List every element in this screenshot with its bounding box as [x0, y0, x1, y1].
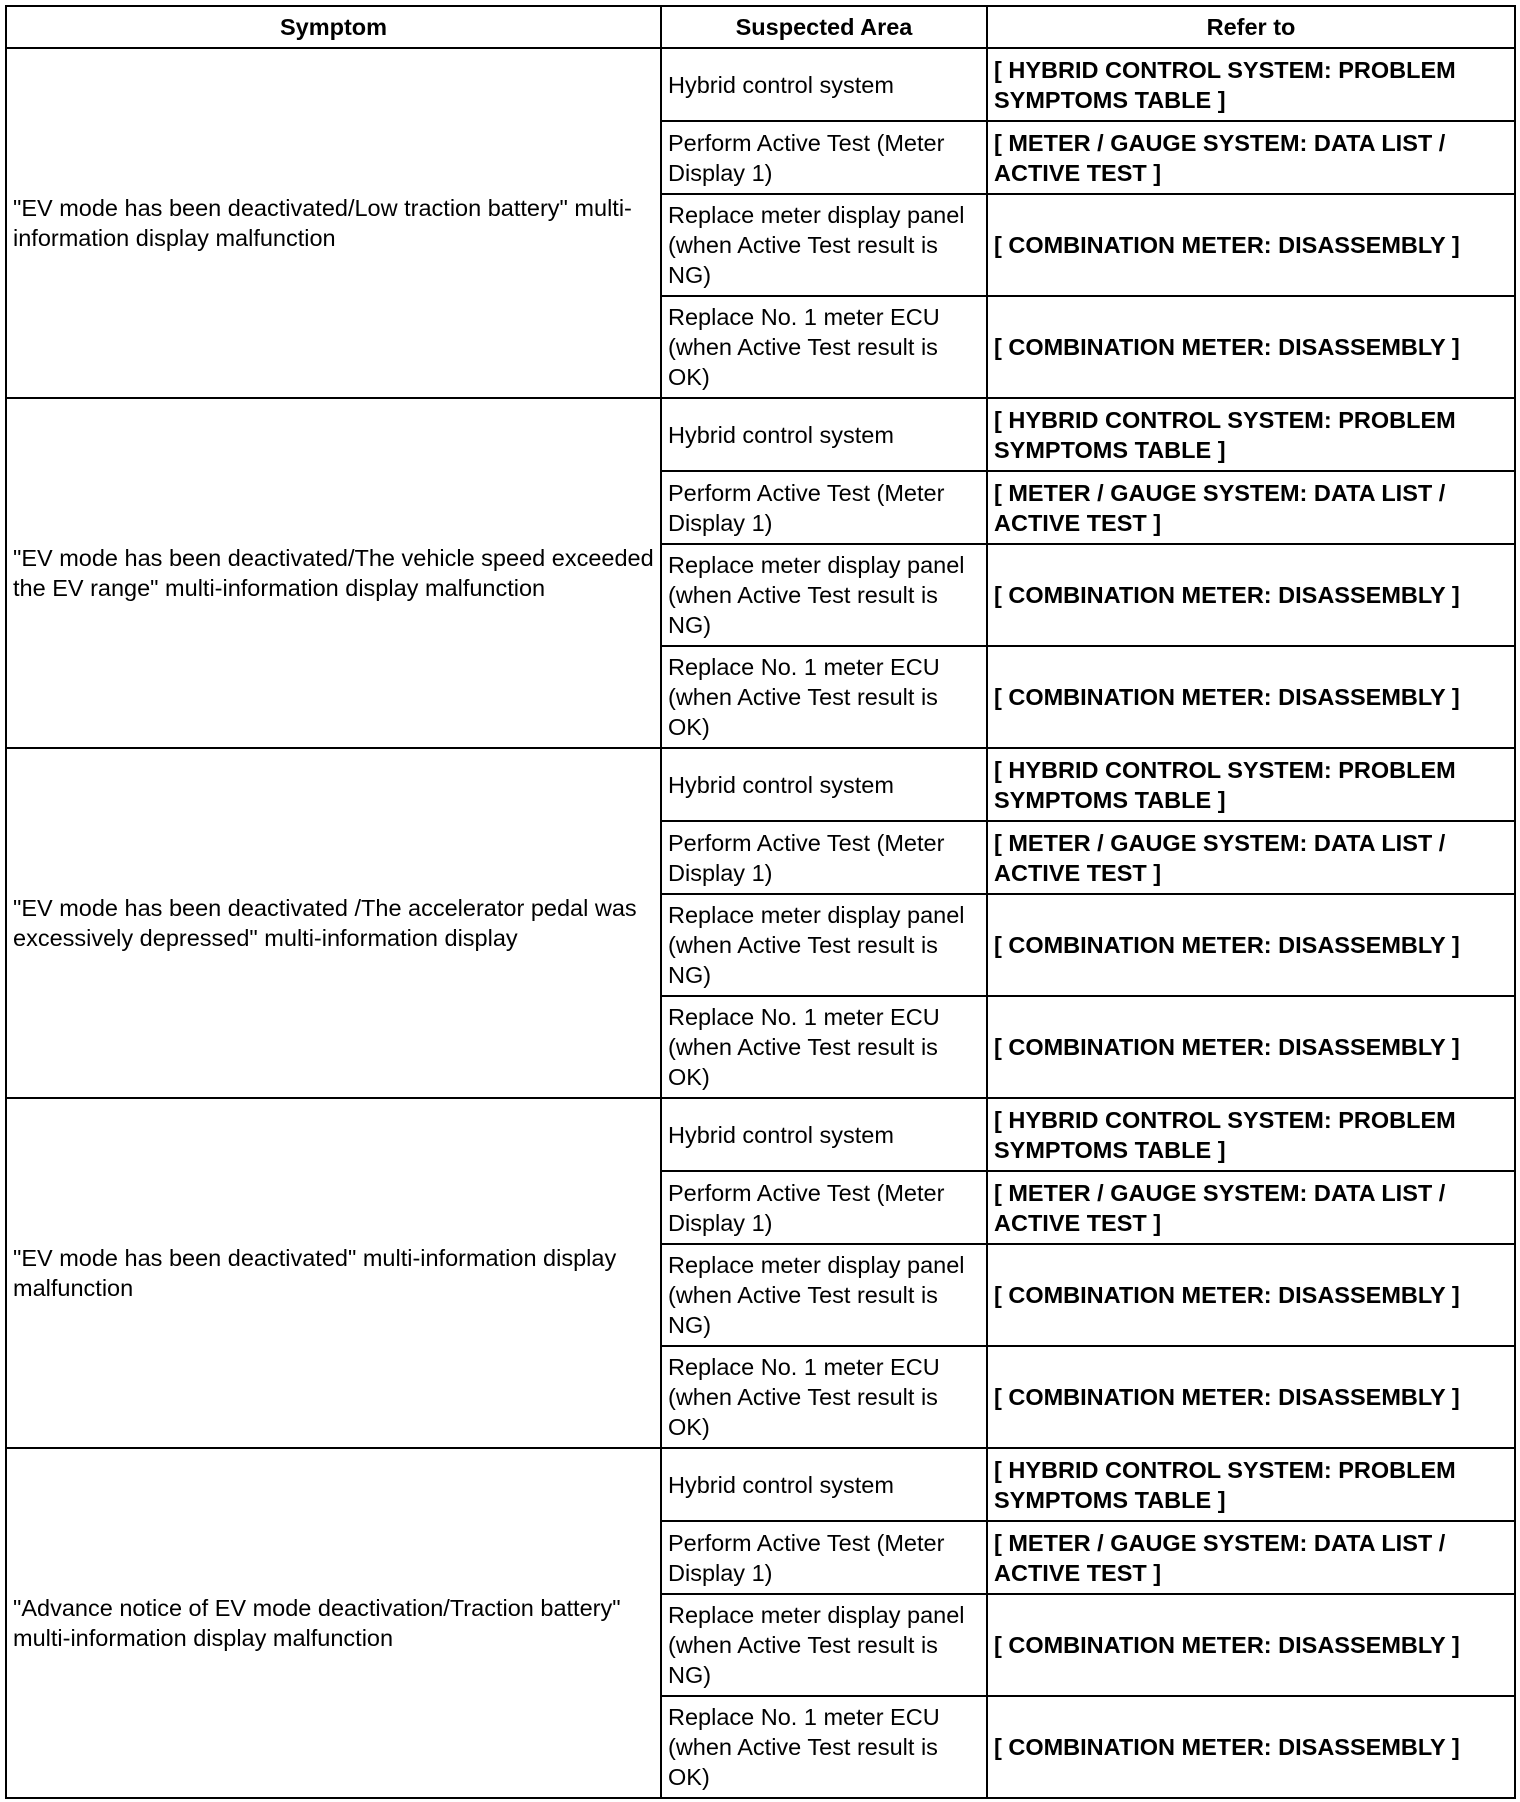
refer-to-cell: [ METER / GAUGE SYSTEM: DATA LIST / ACTIVE TEST ] [987, 821, 1515, 894]
suspected-area-cell: Replace No. 1 meter ECU (when Active Test result is OK) [661, 296, 987, 398]
refer-to-cell: [ COMBINATION METER: DISASSEMBLY ] [987, 894, 1515, 996]
suspected-area-cell: Hybrid control system [661, 1098, 987, 1171]
suspected-area-cell: Perform Active Test (Meter Display 1) [661, 471, 987, 544]
table-row [6, 1098, 1515, 1171]
refer-to-cell: [ COMBINATION METER: DISASSEMBLY ] [987, 1346, 1515, 1448]
refer-to-cell: [ COMBINATION METER: DISASSEMBLY ] [987, 194, 1515, 296]
table-row [6, 748, 1515, 821]
symptom-cell: "EV mode has been deactivated/The vehicle speed exceeded the EV range" multi-information display malfunction [6, 398, 661, 748]
refer-to-cell: [ COMBINATION METER: DISASSEMBLY ] [987, 296, 1515, 398]
table-row [6, 48, 1515, 121]
suspected-area-cell: Hybrid control system [661, 748, 987, 821]
symptom-table [5, 5, 1516, 1799]
suspected-area-cell: Replace No. 1 meter ECU (when Active Test result is OK) [661, 1696, 987, 1798]
symptom-cell: "EV mode has been deactivated" multi-information display malfunction [6, 1098, 661, 1448]
refer-to-cell: [ COMBINATION METER: DISASSEMBLY ] [987, 1696, 1515, 1798]
suspected-area-cell: Hybrid control system [661, 1448, 987, 1521]
refer-to-cell: [ COMBINATION METER: DISASSEMBLY ] [987, 544, 1515, 646]
symptom-cell: "Advance notice of EV mode deactivation/Traction battery" multi-information display malfunction [6, 1448, 661, 1798]
symptom-cell: "EV mode has been deactivated /The accelerator pedal was excessively depressed" multi-information display [6, 748, 661, 1098]
table-header-row [6, 6, 1515, 48]
suspected-area-cell: Replace No. 1 meter ECU (when Active Test result is OK) [661, 646, 987, 748]
suspected-area-cell: Replace meter display panel (when Active Test result is NG) [661, 194, 987, 296]
header-symptom: Symptom [6, 6, 661, 48]
table-body [6, 48, 1515, 1798]
header-suspected-area: Suspected Area [661, 6, 987, 48]
suspected-area-cell: Replace No. 1 meter ECU (when Active Test result is OK) [661, 1346, 987, 1448]
suspected-area-cell: Hybrid control system [661, 48, 987, 121]
refer-to-cell: [ COMBINATION METER: DISASSEMBLY ] [987, 1594, 1515, 1696]
table-row [6, 1448, 1515, 1521]
table-row [6, 398, 1515, 471]
header-refer-to: Refer to [987, 6, 1515, 48]
refer-to-cell: [ HYBRID CONTROL SYSTEM: PROBLEM SYMPTOMS TABLE ] [987, 398, 1515, 471]
refer-to-cell: [ COMBINATION METER: DISASSEMBLY ] [987, 1244, 1515, 1346]
refer-to-cell: [ METER / GAUGE SYSTEM: DATA LIST / ACTIVE TEST ] [987, 471, 1515, 544]
refer-to-cell: [ HYBRID CONTROL SYSTEM: PROBLEM SYMPTOMS TABLE ] [987, 48, 1515, 121]
suspected-area-cell: Perform Active Test (Meter Display 1) [661, 1521, 987, 1594]
suspected-area-cell: Replace meter display panel (when Active Test result is NG) [661, 894, 987, 996]
suspected-area-cell: Replace meter display panel (when Active Test result is NG) [661, 544, 987, 646]
suspected-area-cell: Perform Active Test (Meter Display 1) [661, 821, 987, 894]
suspected-area-cell: Perform Active Test (Meter Display 1) [661, 1171, 987, 1244]
symptom-cell: "EV mode has been deactivated/Low traction battery" multi-information display malfunction [6, 48, 661, 398]
refer-to-cell: [ COMBINATION METER: DISASSEMBLY ] [987, 646, 1515, 748]
suspected-area-cell: Replace No. 1 meter ECU (when Active Test result is OK) [661, 996, 987, 1098]
refer-to-cell: [ METER / GAUGE SYSTEM: DATA LIST / ACTIVE TEST ] [987, 1521, 1515, 1594]
refer-to-cell: [ HYBRID CONTROL SYSTEM: PROBLEM SYMPTOMS TABLE ] [987, 1098, 1515, 1171]
refer-to-cell: [ HYBRID CONTROL SYSTEM: PROBLEM SYMPTOMS TABLE ] [987, 1448, 1515, 1521]
refer-to-cell: [ METER / GAUGE SYSTEM: DATA LIST / ACTIVE TEST ] [987, 121, 1515, 194]
suspected-area-cell: Perform Active Test (Meter Display 1) [661, 121, 987, 194]
suspected-area-cell: Hybrid control system [661, 398, 987, 471]
suspected-area-cell: Replace meter display panel (when Active Test result is NG) [661, 1244, 987, 1346]
suspected-area-cell: Replace meter display panel (when Active Test result is NG) [661, 1594, 987, 1696]
refer-to-cell: [ COMBINATION METER: DISASSEMBLY ] [987, 996, 1515, 1098]
refer-to-cell: [ METER / GAUGE SYSTEM: DATA LIST / ACTIVE TEST ] [987, 1171, 1515, 1244]
refer-to-cell: [ HYBRID CONTROL SYSTEM: PROBLEM SYMPTOMS TABLE ] [987, 748, 1515, 821]
